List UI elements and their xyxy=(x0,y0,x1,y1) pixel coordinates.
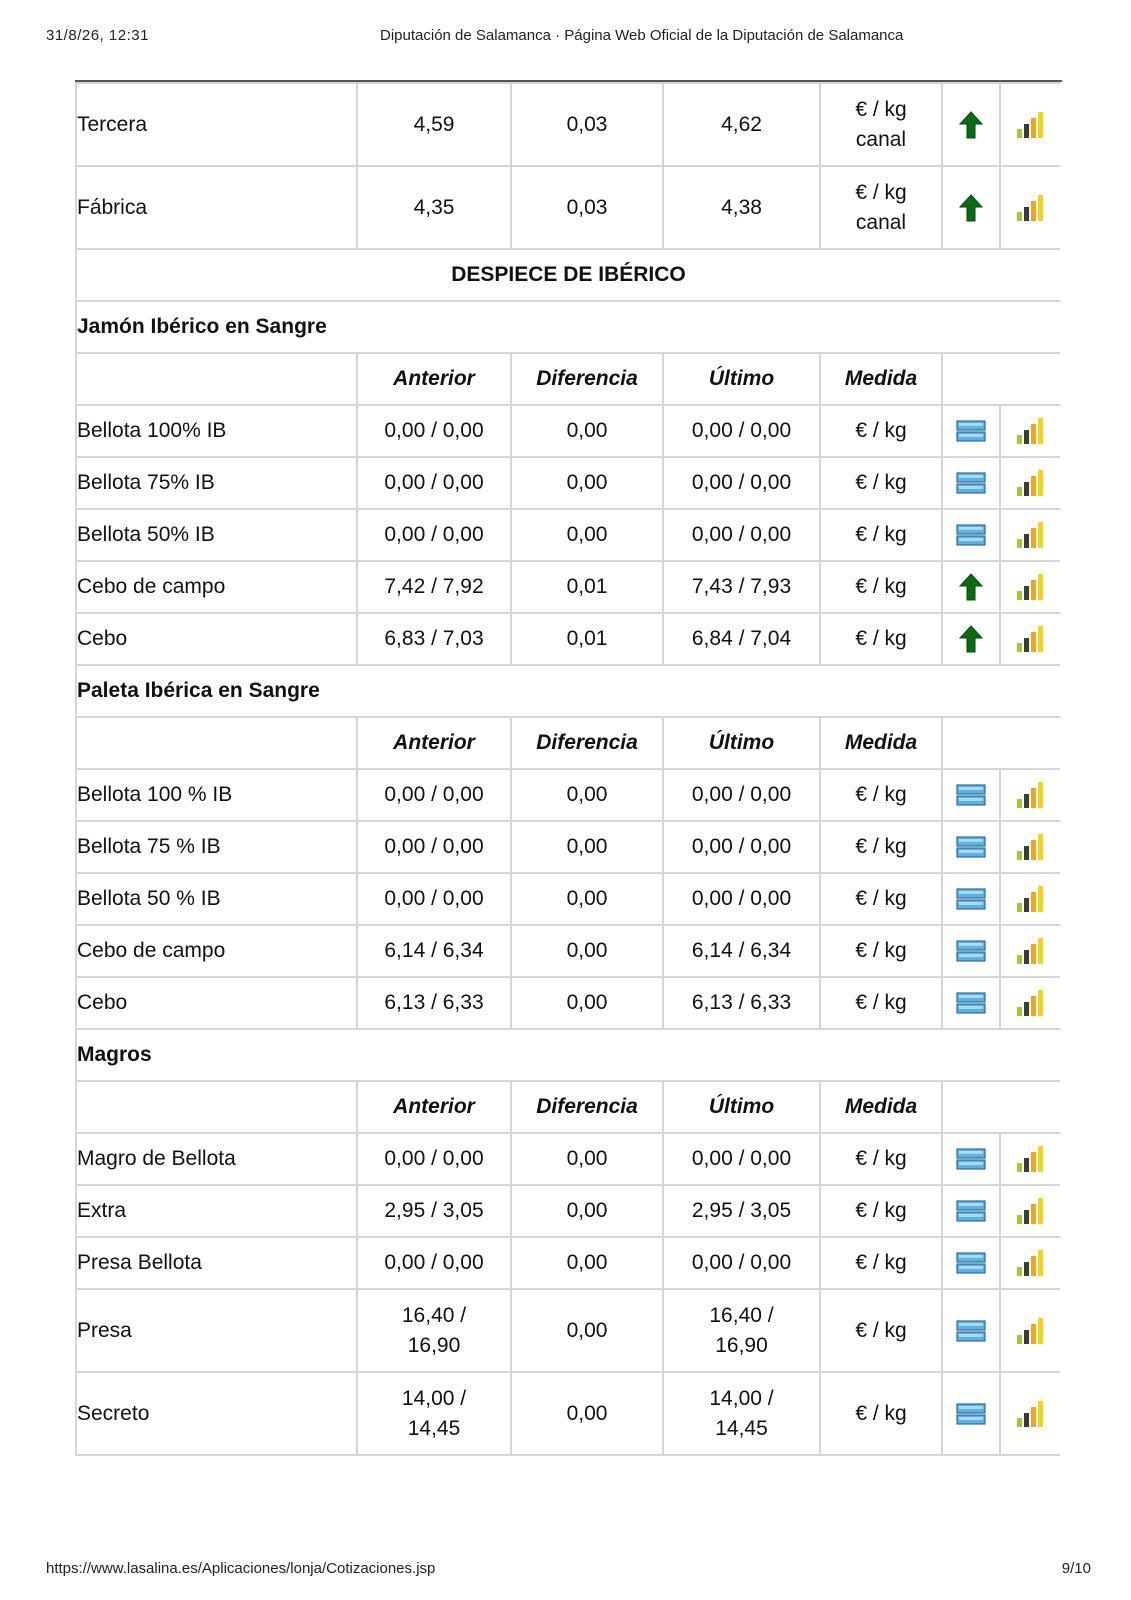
print-url: https://www.lasalina.es/Aplicaciones/lonja/Cotizaciones.jsp xyxy=(46,1560,436,1577)
chart-cell[interactable] xyxy=(1000,1237,1060,1289)
trend-cell xyxy=(942,1372,1000,1455)
row-name: Tercera xyxy=(76,83,357,166)
trend-cell xyxy=(942,457,1000,509)
diferencia-cell-value: 0,00 xyxy=(566,939,608,962)
anterior-cell xyxy=(357,457,511,509)
equal-icon xyxy=(956,472,986,494)
ultimo-cell xyxy=(663,821,820,873)
ultimo-cell-value: 0,00 / 0,00 xyxy=(691,523,792,546)
print-datetime: 31/8/26, 12:31 xyxy=(46,27,149,44)
header-icons-blank xyxy=(942,1081,1060,1133)
row-name: Bellota 50 % IB xyxy=(76,873,357,925)
ultimo-cell xyxy=(663,166,820,249)
anterior-cell-value: 6,14 / 6,34 xyxy=(384,939,484,962)
anterior-cell xyxy=(357,925,511,977)
trend-cell xyxy=(942,925,1000,977)
header-diferencia: Diferencia xyxy=(511,353,663,405)
anterior-cell-value: 0,00 / 0,00 xyxy=(384,1251,484,1274)
table-row xyxy=(76,873,1060,925)
chart-cell[interactable] xyxy=(1000,873,1060,925)
anterior-cell-value: 0,00 / 0,00 xyxy=(384,835,484,858)
diferencia-cell-value: 0,00 xyxy=(566,1318,608,1342)
medida-cell: € / kg xyxy=(820,1289,942,1372)
medida-cell xyxy=(820,83,942,166)
trend-cell xyxy=(942,821,1000,873)
trend-cell xyxy=(942,1237,1000,1289)
diferencia-cell xyxy=(511,873,663,925)
ultimo-cell xyxy=(663,83,820,166)
table-row xyxy=(76,821,1060,873)
print-footer xyxy=(0,1560,1131,1584)
header-blank xyxy=(76,353,357,405)
trend-cell xyxy=(942,509,1000,561)
anterior-cell-value: 6,83 / 7,03 xyxy=(384,627,484,650)
ultimo-cell-value: 0,00 / 0,00 xyxy=(691,419,792,442)
bar-chart-icon[interactable] xyxy=(1016,1249,1046,1277)
group-title-row xyxy=(76,665,1060,717)
ultimo-cell xyxy=(663,977,820,1029)
ultimo-cell-value: 2,95 / 3,05 xyxy=(691,1199,792,1222)
anterior-cell xyxy=(357,613,511,665)
anterior-cell-value: 0,00 / 0,00 xyxy=(384,887,484,910)
diferencia-cell xyxy=(511,405,663,457)
diferencia-cell-value: 0,01 xyxy=(566,627,608,650)
equal-icon xyxy=(956,524,986,546)
header-anterior: Anterior xyxy=(357,1081,511,1133)
equal-icon xyxy=(956,1252,986,1274)
anterior-cell xyxy=(357,561,511,613)
diferencia-cell xyxy=(511,769,663,821)
diferencia-cell xyxy=(511,977,663,1029)
row-name: Bellota 75% IB xyxy=(76,457,357,509)
diferencia-cell-value: 0,03 xyxy=(566,112,608,136)
diferencia-cell xyxy=(511,509,663,561)
section-title: DESPIECE DE IBÉRICO xyxy=(76,249,1060,301)
bar-chart-icon[interactable] xyxy=(1016,194,1046,222)
anterior-cell xyxy=(357,1372,511,1455)
bar-chart-icon[interactable] xyxy=(1016,469,1046,497)
medida-cell: € / kg xyxy=(820,873,942,925)
chart-cell[interactable] xyxy=(1000,561,1060,613)
diferencia-cell-value: 0,00 xyxy=(566,835,608,858)
chart-cell[interactable] xyxy=(1000,977,1060,1029)
header-medida: Medida xyxy=(820,1081,942,1133)
ultimo-cell xyxy=(663,1289,820,1372)
anterior-cell xyxy=(357,1185,511,1237)
medida-cell: € / kg xyxy=(820,1237,942,1289)
anterior-cell-value: 0,00 / 0,00 xyxy=(384,1147,484,1170)
medida-cell xyxy=(820,166,942,249)
trend-cell xyxy=(942,1133,1000,1185)
ultimo-cell-value: 0,00 / 0,00 xyxy=(691,835,792,858)
medida-cell: € / kg xyxy=(820,821,942,873)
anterior-cell-value: 4,35 xyxy=(413,195,455,219)
bar-chart-icon[interactable] xyxy=(1016,781,1046,809)
diferencia-cell xyxy=(511,613,663,665)
anterior-cell xyxy=(357,1133,511,1185)
medida-cell: € / kg xyxy=(820,1372,942,1455)
bar-chart-icon[interactable] xyxy=(1016,1400,1046,1428)
column-header-row xyxy=(76,717,1060,769)
trend-cell xyxy=(942,83,1000,166)
arrow-up-icon xyxy=(959,573,983,601)
group-title: Jamón Ibérico en Sangre xyxy=(76,301,1060,353)
row-name: Bellota 50% IB xyxy=(76,509,357,561)
group-title: Paleta Ibérica en Sangre xyxy=(76,665,1060,717)
row-name: Secreto xyxy=(76,1372,357,1455)
ultimo-cell xyxy=(663,405,820,457)
diferencia-cell-value: 0,00 xyxy=(566,1251,608,1274)
equal-icon xyxy=(956,1148,986,1170)
row-name: Presa Bellota xyxy=(76,1237,357,1289)
diferencia-cell-value: 0,03 xyxy=(566,195,608,219)
anterior-cell-value: 2,95 / 3,05 xyxy=(384,1199,484,1222)
row-name: Extra xyxy=(76,1185,357,1237)
anterior-cell xyxy=(357,509,511,561)
row-name: Bellota 100% IB xyxy=(76,405,357,457)
medida-line2: canal xyxy=(855,210,907,234)
medida-cell: € / kg xyxy=(820,509,942,561)
header-medida: Medida xyxy=(820,717,942,769)
table-row xyxy=(76,166,1060,249)
anterior-cell-value: 0,00 / 0,00 xyxy=(384,471,484,494)
diferencia-cell xyxy=(511,1133,663,1185)
anterior-cell xyxy=(357,83,511,166)
anterior-cell xyxy=(357,769,511,821)
table-row xyxy=(76,1237,1060,1289)
diferencia-cell xyxy=(511,166,663,249)
header-icons-blank xyxy=(942,353,1060,405)
arrow-up-icon xyxy=(959,111,983,139)
anterior-cell xyxy=(357,821,511,873)
trend-cell xyxy=(942,977,1000,1029)
medida-cell: € / kg xyxy=(820,405,942,457)
ultimo-cell-value: 16,40 / 16,90 xyxy=(709,1303,774,1357)
chart-cell[interactable] xyxy=(1000,1372,1060,1455)
ultimo-cell xyxy=(663,1237,820,1289)
bar-chart-icon[interactable] xyxy=(1016,1317,1046,1345)
chart-cell[interactable] xyxy=(1000,925,1060,977)
row-name: Bellota 100 % IB xyxy=(76,769,357,821)
print-page-title: Diputación de Salamanca · Página Web Oficial de la Diputación de Salamanca xyxy=(380,27,904,44)
diferencia-cell-value: 0,00 xyxy=(566,419,608,442)
chart-cell[interactable] xyxy=(1000,769,1060,821)
anterior-cell-value: 0,00 / 0,00 xyxy=(384,419,484,442)
table-row xyxy=(76,1133,1060,1185)
trend-cell xyxy=(942,405,1000,457)
ultimo-cell xyxy=(663,873,820,925)
chart-cell[interactable] xyxy=(1000,83,1060,166)
ultimo-cell xyxy=(663,1185,820,1237)
table-row xyxy=(76,977,1060,1029)
table-row xyxy=(76,405,1060,457)
diferencia-cell-value: 0,00 xyxy=(566,887,608,910)
diferencia-cell-value: 0,00 xyxy=(566,783,608,806)
header-blank xyxy=(76,717,357,769)
chart-cell[interactable] xyxy=(1000,1289,1060,1372)
ultimo-cell-value: 7,43 / 7,93 xyxy=(691,575,792,598)
quotes-table xyxy=(75,82,1060,1456)
row-name: Cebo xyxy=(76,977,357,1029)
table-row xyxy=(76,769,1060,821)
diferencia-cell-value: 0,00 xyxy=(566,1199,608,1222)
diferencia-cell-value: 0,00 xyxy=(566,1147,608,1170)
bar-chart-icon[interactable] xyxy=(1016,937,1046,965)
group-title-row xyxy=(76,301,1060,353)
trend-cell xyxy=(942,1185,1000,1237)
diferencia-cell xyxy=(511,83,663,166)
ultimo-cell xyxy=(663,613,820,665)
diferencia-cell xyxy=(511,821,663,873)
table-row xyxy=(76,1289,1060,1372)
medida-cell: € / kg xyxy=(820,1133,942,1185)
equal-icon xyxy=(956,888,986,910)
diferencia-cell-value: 0,00 xyxy=(566,1401,608,1425)
equal-icon xyxy=(956,784,986,806)
anterior-cell xyxy=(357,873,511,925)
medida-line1: € / kg xyxy=(855,180,907,204)
diferencia-cell xyxy=(511,1185,663,1237)
trend-cell xyxy=(942,561,1000,613)
equal-icon xyxy=(956,1320,986,1342)
ultimo-cell xyxy=(663,925,820,977)
row-name: Cebo xyxy=(76,613,357,665)
bar-chart-icon[interactable] xyxy=(1016,1145,1046,1173)
diferencia-cell-value: 0,00 xyxy=(566,523,608,546)
diferencia-cell-value: 0,00 xyxy=(566,471,608,494)
row-name: Presa xyxy=(76,1289,357,1372)
header-anterior: Anterior xyxy=(357,353,511,405)
bar-chart-icon[interactable] xyxy=(1016,111,1046,139)
bar-chart-icon[interactable] xyxy=(1016,989,1046,1017)
header-ultimo: Último xyxy=(663,717,820,769)
equal-icon xyxy=(956,940,986,962)
trend-cell xyxy=(942,613,1000,665)
anterior-cell-value: 6,13 / 6,33 xyxy=(384,991,484,1014)
ultimo-cell-value: 6,13 / 6,33 xyxy=(691,991,792,1014)
arrow-up-icon xyxy=(959,625,983,653)
equal-icon xyxy=(956,992,986,1014)
anterior-cell-value: 16,40 / 16,90 xyxy=(401,1303,467,1357)
chart-cell[interactable] xyxy=(1000,1133,1060,1185)
table-row xyxy=(76,613,1060,665)
ultimo-cell xyxy=(663,769,820,821)
diferencia-cell xyxy=(511,1372,663,1455)
ultimo-cell-value: 0,00 / 0,00 xyxy=(691,471,792,494)
column-header-row xyxy=(76,1081,1060,1133)
print-page-number: 9/10 xyxy=(1061,1560,1091,1577)
row-name: Cebo de campo xyxy=(76,925,357,977)
bar-chart-icon[interactable] xyxy=(1016,625,1046,653)
header-icons-blank xyxy=(942,717,1060,769)
anterior-cell-value: 0,00 / 0,00 xyxy=(384,783,484,806)
medida-cell: € / kg xyxy=(820,561,942,613)
column-header-row xyxy=(76,353,1060,405)
table-row xyxy=(76,1185,1060,1237)
ultimo-cell-value: 6,14 / 6,34 xyxy=(691,939,792,962)
ultimo-cell-value: 0,00 / 0,00 xyxy=(691,887,792,910)
header-diferencia: Diferencia xyxy=(511,1081,663,1133)
anterior-cell-value: 7,42 / 7,92 xyxy=(384,575,484,598)
bar-chart-icon[interactable] xyxy=(1016,573,1046,601)
group-title: Magros xyxy=(76,1029,1060,1081)
table-row xyxy=(76,509,1060,561)
equal-icon xyxy=(956,836,986,858)
header-blank xyxy=(76,1081,357,1133)
anterior-cell-value: 4,59 xyxy=(413,112,455,136)
bar-chart-icon[interactable] xyxy=(1016,833,1046,861)
bar-chart-icon[interactable] xyxy=(1016,1197,1046,1225)
header-ultimo: Último xyxy=(663,1081,820,1133)
trend-cell xyxy=(942,769,1000,821)
ultimo-cell xyxy=(663,457,820,509)
print-header xyxy=(0,27,1131,51)
medida-cell: € / kg xyxy=(820,925,942,977)
row-name: Fábrica xyxy=(76,166,357,249)
chart-cell[interactable] xyxy=(1000,1185,1060,1237)
diferencia-cell xyxy=(511,457,663,509)
ultimo-cell xyxy=(663,509,820,561)
arrow-up-icon xyxy=(959,194,983,222)
chart-cell[interactable] xyxy=(1000,457,1060,509)
chart-cell[interactable] xyxy=(1000,509,1060,561)
chart-cell[interactable] xyxy=(1000,166,1060,249)
trend-cell xyxy=(942,166,1000,249)
anterior-cell-value: 14,00 / 14,45 xyxy=(401,1386,467,1440)
ultimo-cell-value: 4,38 xyxy=(721,195,762,219)
ultimo-cell xyxy=(663,561,820,613)
diferencia-cell-value: 0,00 xyxy=(566,991,608,1014)
bar-chart-icon[interactable] xyxy=(1016,885,1046,913)
medida-line2: canal xyxy=(855,127,907,151)
header-anterior: Anterior xyxy=(357,717,511,769)
equal-icon xyxy=(956,420,986,442)
diferencia-cell-value: 0,01 xyxy=(566,575,608,598)
ultimo-cell-value: 6,84 / 7,04 xyxy=(691,627,792,650)
medida-line1: € / kg xyxy=(855,97,907,121)
medida-cell: € / kg xyxy=(820,457,942,509)
ultimo-cell-value: 14,00 / 14,45 xyxy=(709,1386,774,1440)
anterior-cell xyxy=(357,166,511,249)
equal-icon xyxy=(956,1403,986,1425)
equal-icon xyxy=(956,1200,986,1222)
ultimo-cell-value: 0,00 / 0,00 xyxy=(691,783,792,806)
medida-cell: € / kg xyxy=(820,977,942,1029)
bar-chart-icon[interactable] xyxy=(1016,417,1046,445)
anterior-cell-value: 0,00 / 0,00 xyxy=(384,523,484,546)
anterior-cell xyxy=(357,405,511,457)
diferencia-cell xyxy=(511,561,663,613)
diferencia-cell xyxy=(511,925,663,977)
chart-cell[interactable] xyxy=(1000,405,1060,457)
ultimo-cell xyxy=(663,1133,820,1185)
table-row xyxy=(76,561,1060,613)
ultimo-cell-value: 4,62 xyxy=(721,112,762,136)
trend-cell xyxy=(942,873,1000,925)
table-row xyxy=(76,457,1060,509)
diferencia-cell xyxy=(511,1289,663,1372)
medida-cell: € / kg xyxy=(820,1185,942,1237)
header-diferencia: Diferencia xyxy=(511,717,663,769)
ultimo-cell-value: 0,00 / 0,00 xyxy=(691,1251,792,1274)
table-row xyxy=(76,1372,1060,1455)
row-name: Cebo de campo xyxy=(76,561,357,613)
row-name: Bellota 75 % IB xyxy=(76,821,357,873)
anterior-cell xyxy=(357,977,511,1029)
anterior-cell xyxy=(357,1289,511,1372)
ultimo-cell-value: 0,00 / 0,00 xyxy=(691,1147,792,1170)
anterior-cell xyxy=(357,1237,511,1289)
trend-cell xyxy=(942,1289,1000,1372)
section-row xyxy=(76,249,1060,301)
bar-chart-icon[interactable] xyxy=(1016,521,1046,549)
header-ultimo: Último xyxy=(663,353,820,405)
diferencia-cell xyxy=(511,1237,663,1289)
group-title-row xyxy=(76,1029,1060,1081)
quotes-table-container xyxy=(75,82,1060,1521)
table-row xyxy=(76,83,1060,166)
chart-cell[interactable] xyxy=(1000,821,1060,873)
ultimo-cell xyxy=(663,1372,820,1455)
medida-cell: € / kg xyxy=(820,769,942,821)
chart-cell[interactable] xyxy=(1000,613,1060,665)
row-name: Magro de Bellota xyxy=(76,1133,357,1185)
header-medida: Medida xyxy=(820,353,942,405)
table-row xyxy=(76,925,1060,977)
medida-cell: € / kg xyxy=(820,613,942,665)
